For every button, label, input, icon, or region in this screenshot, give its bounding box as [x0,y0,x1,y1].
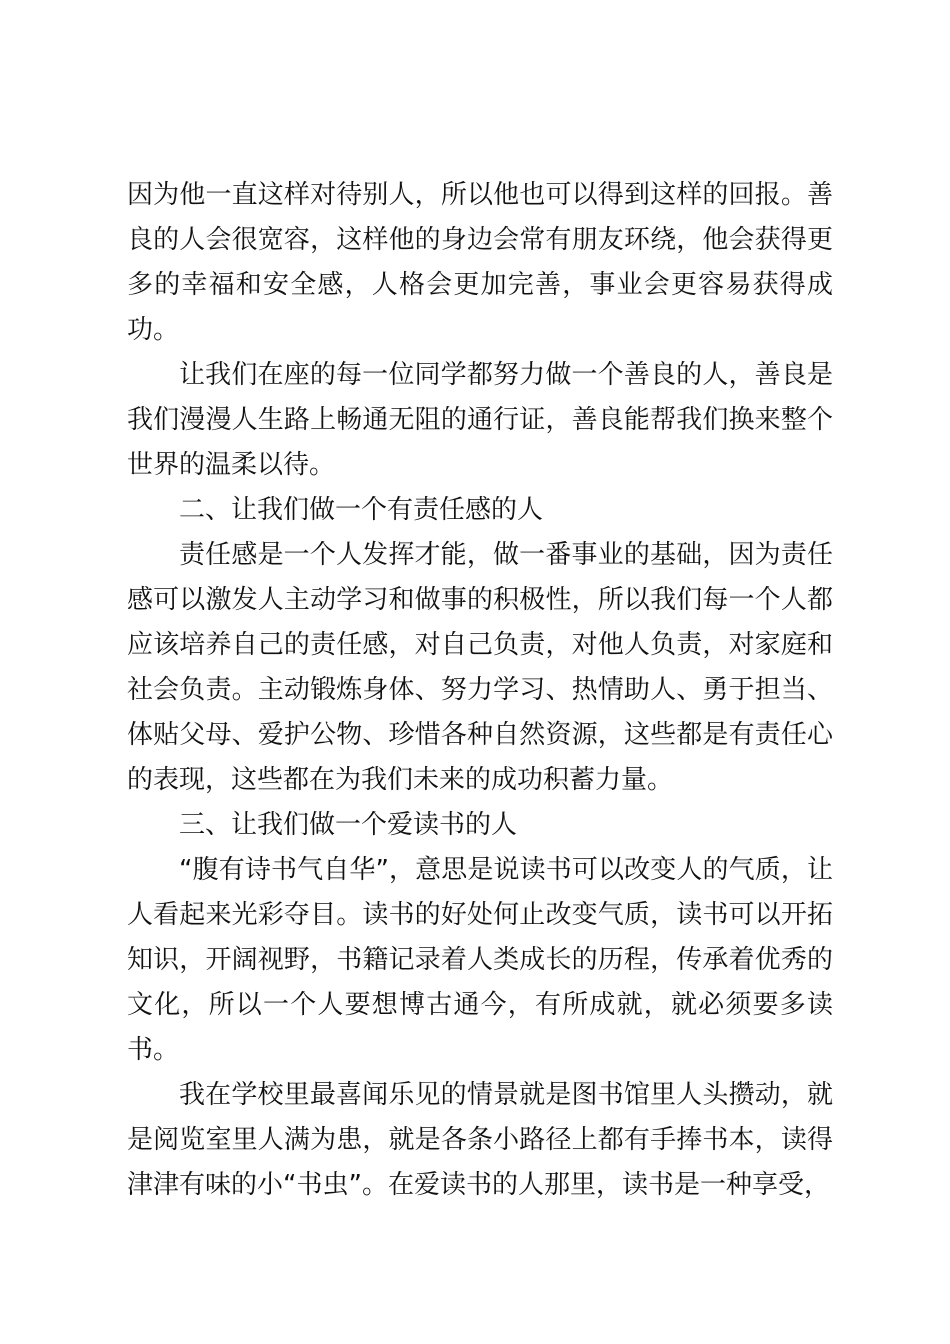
section-heading-reading: 三、让我们做一个爱读书的人 [179,810,518,840]
section-heading-responsibility: 二、让我们做一个有责任感的人 [179,495,544,525]
paragraph-kindness-continuation: 因为他一直这样对待别人，所以他也可以得到这样的回报。善良的人会很宽容，这样他的身边会常有朋友环绕，他会获得更多的幸福和安全感，人格会更加完善，事业会更容易获得成功。 [127,180,833,345]
document-body [127,173,833,1208]
paragraph-responsibility: 责任感是一个人发挥才能，做一番事业的基础，因为责任感可以激发人主动学习和做事的积极性，所以我们每一个人都应该培养自己的责任感，对自己负责，对他人负责，对家庭和社会负责。主动锻炼身体、努力学习、热情助人、勇于担当、体贴父母、爱护公物、珍惜各种自然资源，这些都是有责任心的表现，这些都在为我们未来的成功积蓄力量。 [127,540,833,795]
paragraph-kindness-call: 让我们在座的每一位同学都努力做一个善良的人，善良是我们漫漫人生路上畅通无阻的通行证，善良能帮我们换来整个世界的温柔以待。 [127,360,833,480]
paragraph-reading-benefits: “腹有诗书气自华”，意思是说读书可以改变人的气质，让人看起来光彩夺目。读书的好处何止改变气质，读书可以开拓知识，开阔视野，书籍记录着人类成长的历程，传承着优秀的文化，所以一个人要想博古通今，有所成就，就必须要多读书。 [127,855,833,1065]
paragraph-reading-scene: 我在学校里最喜闻乐见的情景就是图书馆里人头攒动，就是阅览室里人满为患，就是各条小路径上都有手捧书本，读得津津有味的小“书虫”。在爱读书的人那里，读书是一种享受， [127,1080,833,1200]
